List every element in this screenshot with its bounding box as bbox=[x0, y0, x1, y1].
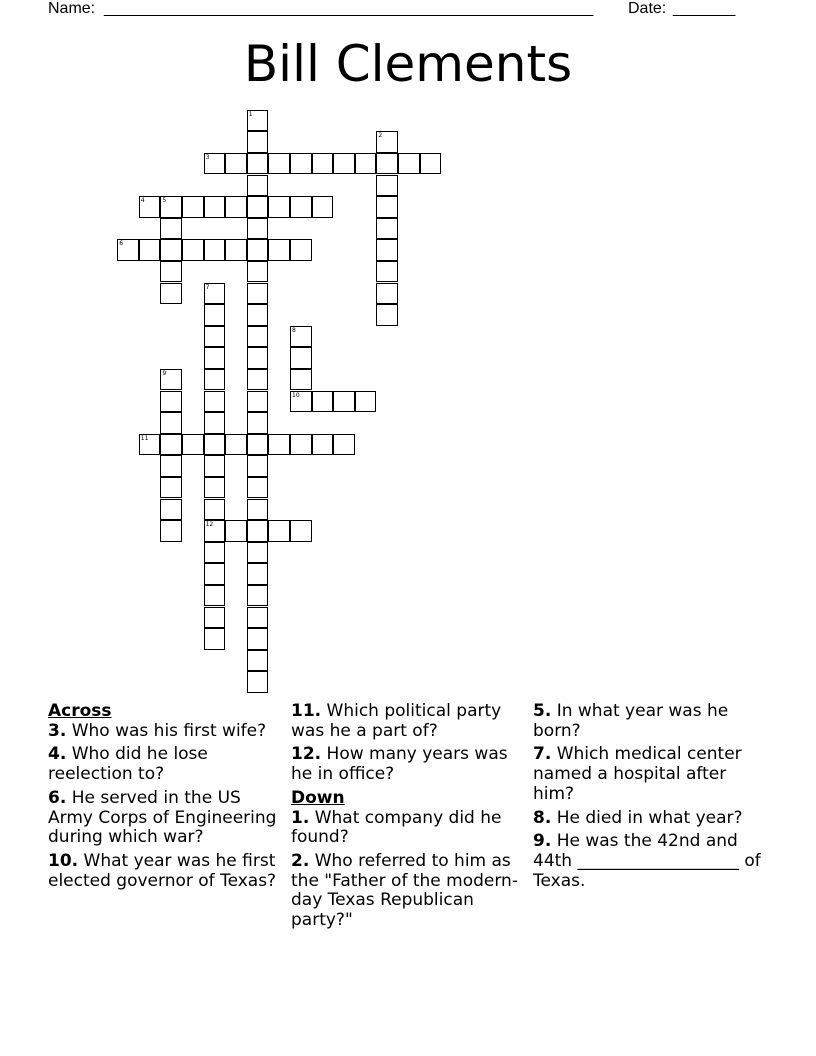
grid-cell[interactable] bbox=[290, 434, 312, 456]
grid-cell[interactable] bbox=[398, 153, 420, 175]
grid-cell[interactable] bbox=[160, 434, 182, 456]
grid-cell[interactable] bbox=[247, 347, 269, 369]
grid-cell[interactable] bbox=[312, 434, 334, 456]
grid-cell[interactable] bbox=[204, 628, 226, 650]
clue-down-5: 5. In what year was he born? bbox=[533, 701, 729, 741]
grid-cell[interactable] bbox=[247, 412, 269, 434]
page-title: Bill Clements bbox=[243, 35, 573, 93]
grid-cell[interactable] bbox=[160, 412, 182, 434]
clue-number: 1 bbox=[248, 110, 253, 118]
grid-cell[interactable] bbox=[204, 196, 226, 218]
name-label: Name: bbox=[48, 0, 96, 17]
date-label: Date: bbox=[628, 0, 667, 17]
grid-cell[interactable] bbox=[225, 196, 247, 218]
grid-cell[interactable] bbox=[247, 650, 269, 672]
clue-down-8: 8. He died in what year? bbox=[533, 807, 743, 828]
grid-cell[interactable] bbox=[204, 391, 226, 413]
grid-cell[interactable] bbox=[204, 369, 226, 391]
grid-cell[interactable] bbox=[204, 455, 226, 477]
grid-cell[interactable] bbox=[247, 218, 269, 240]
grid-cell[interactable] bbox=[204, 542, 226, 564]
clue-down-9: 9. He was the 42nd and 44th ___________________ of Texas. bbox=[533, 831, 761, 891]
clue-number: 5 bbox=[162, 197, 167, 205]
date-blank[interactable]: _______ bbox=[673, 0, 736, 17]
clue-number: 10 bbox=[292, 391, 300, 399]
grid-cell[interactable] bbox=[247, 477, 269, 499]
grid-cell[interactable] bbox=[204, 434, 226, 456]
name-blank[interactable]: _______________________________________________________ bbox=[104, 0, 594, 17]
grid-cell[interactable] bbox=[247, 304, 269, 326]
grid-cell[interactable] bbox=[290, 347, 312, 369]
grid-cell[interactable] bbox=[139, 239, 161, 261]
grid-cell[interactable] bbox=[247, 499, 269, 521]
grid-cell[interactable] bbox=[312, 153, 334, 175]
grid-cell[interactable] bbox=[376, 153, 398, 175]
grid-cell[interactable] bbox=[312, 391, 334, 413]
clue-number: 9 bbox=[162, 369, 167, 377]
grid-cell[interactable] bbox=[376, 283, 398, 305]
grid-cell[interactable] bbox=[225, 153, 247, 175]
grid-cell[interactable] bbox=[160, 520, 182, 542]
grid-cell[interactable] bbox=[376, 261, 398, 283]
clue-column-3 bbox=[533, 702, 765, 895]
grid-cell[interactable] bbox=[247, 196, 269, 218]
grid-cell[interactable] bbox=[160, 391, 182, 413]
clue-number: 2 bbox=[378, 132, 383, 140]
clue-across-3: 3. Who was his first wife? bbox=[48, 720, 267, 741]
grid-cell[interactable] bbox=[268, 153, 290, 175]
grid-cell[interactable] bbox=[160, 261, 182, 283]
clue-number: 12 bbox=[205, 521, 214, 529]
grid-cell[interactable] bbox=[225, 520, 247, 542]
grid-cell[interactable] bbox=[247, 628, 269, 650]
grid-cell[interactable] bbox=[160, 477, 182, 499]
grid-cell[interactable] bbox=[160, 218, 182, 240]
grid-cell[interactable] bbox=[204, 477, 226, 499]
down-heading: Down bbox=[291, 787, 345, 808]
clue-number: 4 bbox=[140, 197, 145, 205]
grid-cell[interactable] bbox=[376, 196, 398, 218]
grid-cell[interactable] bbox=[160, 239, 182, 261]
grid-cell[interactable] bbox=[247, 153, 269, 175]
grid-cell[interactable] bbox=[355, 153, 377, 175]
grid-cell[interactable] bbox=[376, 304, 398, 326]
grid-cell[interactable] bbox=[182, 196, 204, 218]
clue-number: 8 bbox=[292, 326, 296, 334]
grid-cell[interactable] bbox=[355, 391, 377, 413]
grid-cell[interactable] bbox=[204, 347, 226, 369]
clue-across-12: 12. How many years was he in office? bbox=[291, 744, 508, 785]
grid-cell[interactable] bbox=[290, 239, 312, 261]
grid-cell[interactable] bbox=[333, 391, 355, 413]
grid-cell[interactable] bbox=[204, 239, 226, 261]
grid-cell[interactable] bbox=[160, 455, 182, 477]
clue-number: 3 bbox=[205, 153, 210, 161]
grid-cell[interactable] bbox=[204, 499, 226, 521]
grid-cell[interactable] bbox=[268, 434, 290, 456]
grid-cell[interactable] bbox=[268, 239, 290, 261]
clue-across-6: 6. He served in the US Army Corps of Engineering during which war? bbox=[48, 787, 277, 848]
grid-cell[interactable] bbox=[247, 542, 269, 564]
grid-cell[interactable] bbox=[290, 196, 312, 218]
grid-cell[interactable] bbox=[268, 520, 290, 542]
grid-cell[interactable] bbox=[247, 391, 269, 413]
clue-down-7: 7. Which medical center named a hospital after him? bbox=[533, 744, 742, 804]
grid-cell[interactable] bbox=[247, 563, 269, 585]
grid-cell[interactable] bbox=[182, 239, 204, 261]
grid-cell[interactable] bbox=[268, 196, 290, 218]
grid-cell[interactable] bbox=[204, 607, 226, 629]
clue-down-1: 1. What company did he found? bbox=[291, 807, 502, 848]
grid-cell[interactable] bbox=[376, 239, 398, 261]
clue-across-10: 10. What year was he first elected governor of Texas? bbox=[48, 850, 277, 891]
grid-cell[interactable] bbox=[290, 520, 312, 542]
grid-cell[interactable] bbox=[182, 434, 204, 456]
grid-cell[interactable] bbox=[247, 585, 269, 607]
across-heading: Across bbox=[48, 701, 112, 721]
grid-cell[interactable] bbox=[160, 499, 182, 521]
grid-cell[interactable] bbox=[333, 153, 355, 175]
grid-cell[interactable] bbox=[247, 607, 269, 629]
grid-cell[interactable] bbox=[247, 671, 269, 693]
grid-cell[interactable] bbox=[247, 261, 269, 283]
grid-cell[interactable] bbox=[247, 239, 269, 261]
grid-cell[interactable] bbox=[290, 369, 312, 391]
grid-cell[interactable] bbox=[225, 239, 247, 261]
clue-down-2: 2. Who referred to him as the "Father of the modern-day Texas Republican party?" bbox=[291, 850, 518, 931]
grid-cell[interactable] bbox=[247, 283, 269, 305]
grid-cell[interactable] bbox=[247, 131, 269, 153]
grid-cell[interactable] bbox=[290, 153, 312, 175]
clue-across-11: 11. Which political party was he a part of? bbox=[291, 701, 502, 741]
clue-column-2 bbox=[291, 702, 523, 935]
grid-cell[interactable] bbox=[204, 563, 226, 585]
grid-cell[interactable] bbox=[204, 585, 226, 607]
clue-number: 7 bbox=[205, 283, 210, 291]
grid-cell[interactable] bbox=[225, 434, 247, 456]
grid-cell[interactable] bbox=[420, 153, 442, 175]
grid-cell[interactable] bbox=[247, 175, 269, 197]
grid-cell[interactable] bbox=[376, 218, 398, 240]
grid-cell[interactable] bbox=[204, 412, 226, 434]
grid-cell[interactable] bbox=[247, 520, 269, 542]
grid-cell[interactable] bbox=[247, 434, 269, 456]
grid-cell[interactable] bbox=[333, 434, 355, 456]
clue-column-1 bbox=[48, 702, 280, 895]
grid-cell[interactable] bbox=[160, 283, 182, 305]
grid-cell[interactable] bbox=[204, 304, 226, 326]
clue-across-4: 4. Who did he lose reelection to? bbox=[48, 744, 208, 785]
grid-cell[interactable] bbox=[376, 175, 398, 197]
grid-cell[interactable] bbox=[247, 369, 269, 391]
grid-cell[interactable] bbox=[247, 326, 269, 348]
clue-number: 11 bbox=[140, 434, 149, 442]
clue-number: 6 bbox=[119, 240, 124, 248]
grid-cell[interactable] bbox=[312, 196, 334, 218]
grid-cell[interactable] bbox=[247, 455, 269, 477]
grid-cell[interactable] bbox=[204, 326, 226, 348]
